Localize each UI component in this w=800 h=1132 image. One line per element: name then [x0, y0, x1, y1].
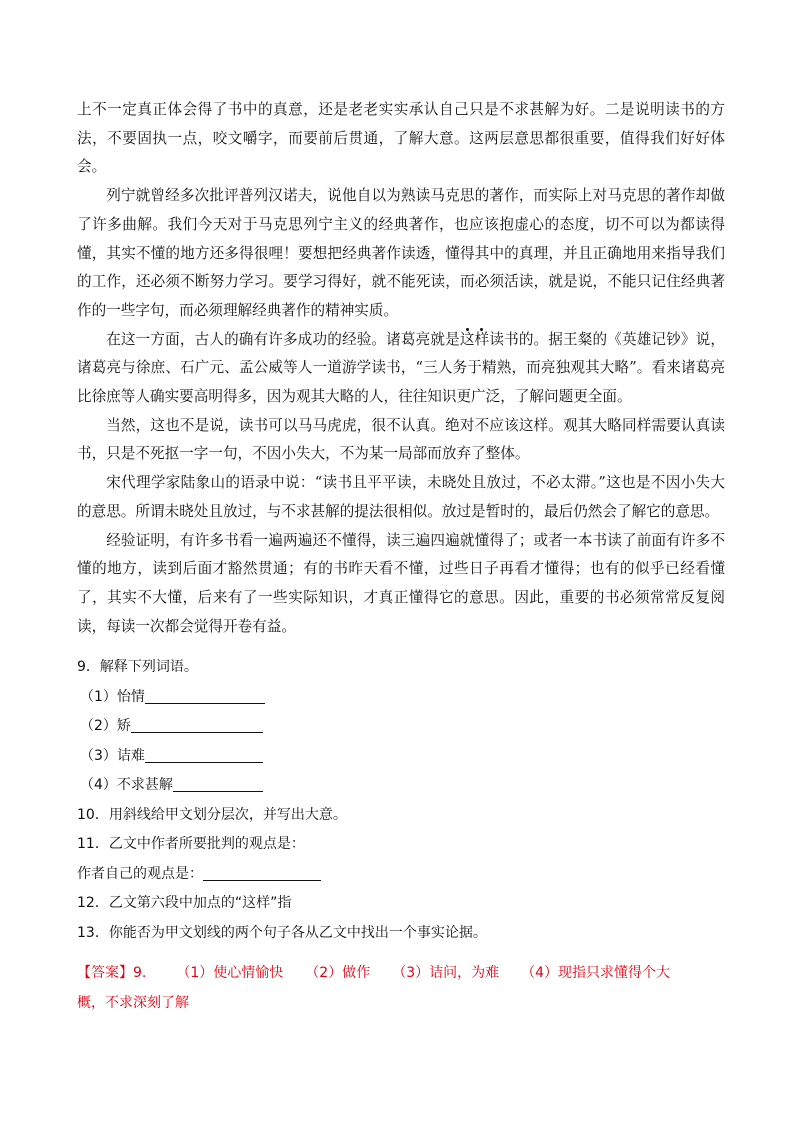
question-11-own-view-label: 作者自己的观点是：: [77, 865, 203, 882]
answer-9-1: （1）使心情愉快: [176, 965, 284, 981]
paragraph-3-text-before: 在这一方面，古人的确有许多成功的经验。诸葛亮就是: [106, 330, 460, 348]
question-12: 12．乙文第六段中加点的“这样”指: [77, 895, 292, 911]
answer-blank: [173, 775, 263, 792]
passage-paragraph-4: 当然，这也不是说，读书可以马马虎虎，很不认真。绝对不应该这样。观其大略同样需要认真读书，只是不死抠一字一句，不因小失大，不为某一局部而放弃了整体。: [77, 416, 725, 463]
passage-paragraph-1: 上不一定真正体会得了书中的真意，还是老老实实承认自己只是不求甚解为好。二是说明读书的方法，不要固执一点，咬文嚼字，而要前后贯通，了解大意。这两层意思都很重要，值得我们好好体会。: [77, 101, 725, 176]
emphasis-dot-char-2: 样: [474, 330, 490, 348]
reading-passage: [77, 96, 725, 641]
answer-blank: [131, 716, 263, 733]
emphasis-dot-char-1: 这: [459, 330, 475, 348]
answer-tag: 【答案】9.: [77, 965, 147, 981]
question-9-item-3: [77, 742, 727, 772]
answer-blank: [145, 746, 263, 763]
question-9-item-4-label: （4）不求甚解: [80, 777, 173, 793]
question-9-item-2: [77, 712, 727, 742]
question-9-item-3-label: （3）诘难: [80, 747, 145, 764]
question-10: 10．用斜线给甲文划分层次，并写出大意。: [77, 806, 347, 823]
answer-blank: [203, 864, 321, 881]
passage-paragraph-2: 列宁就曾经多次批评普列汉诺夫，说他自以为熟读马克思的著作，而实际上对马克思的著作却做了许多曲解。我们今天对于马克思列宁主义的经典著作，也应该抱虚心的态度，切不可以为都读得懂，其实不懂的地方还多得很哩！要想把经典著作读透，懂得其中的真理，并且正确地用来指导我们的工作，还必须不断努力学习。要学习得好，就不能死读，而必须活读，就是说，不能只记住经典著作的一些字句，而必须理解经典著作的精神实质。: [77, 187, 725, 319]
question-9-item-1: [77, 683, 727, 713]
answer-9-4: （4）现指只求懂得个大: [521, 965, 671, 981]
question-11-own-view: [77, 860, 727, 890]
answer-blank: [145, 687, 265, 704]
answer-9-3: （3）诘问，为难: [392, 965, 500, 981]
questions-section: [77, 653, 727, 948]
question-11: 11．乙文中作者所要批判的观点是：: [77, 836, 305, 852]
question-13: 13．你能否为甲文划线的两个句子各从乙文中找出一个事实论据。: [77, 924, 487, 941]
passage-paragraph-6: 经验证明，有许多书看一遍两遍还不懂得，读三遍四遍就懂得了；或者一本书读了前面有许多不懂的地方，读到后面才豁然贯通；有的书昨天看不懂，过些日子再看才懂得；也有的似乎已经看懂了，其实不大懂，后来有了一些实际知识，才真正懂得它的意思。因此，重要的书必须常常反复阅读，每读一次都会觉得开卷有益。: [77, 531, 725, 635]
passage-paragraph-5: 宋代理学家陆象山的语录中说：“读书且平平读，未晓处且放过，不必太滞。”这也是不因小失大的意思。所谓未晓处且放过，与不求甚解的提法很相似。放过是暂时的，最后仍然会了解它的意思。: [77, 474, 725, 520]
answer-section: [77, 958, 727, 1018]
question-9: 9．解释下列词语。: [77, 659, 198, 675]
question-9-item-4: [77, 771, 727, 801]
question-9-item-1-label: （1）怡情: [80, 688, 145, 705]
answer-line-1: [77, 958, 727, 988]
answer-line-2: 概，不求深刻了解: [77, 995, 189, 1011]
paragraph-3-text-after: 读书的。据王粲的《英雄记钞》说，诸葛亮与徐庶、石广元、孟公威等人一道游学读书，“三人务于精熟，而亮独观其大略”。看来诸葛亮比徐庶等人确实要高明得多，因为观其大略的人，往往知识更广泛，了解问题更全面。: [77, 330, 725, 406]
passage-paragraph-3: [77, 326, 725, 412]
question-9-item-2-label: （2）矫: [80, 718, 131, 734]
answer-9-2: （2）做作: [305, 965, 371, 981]
